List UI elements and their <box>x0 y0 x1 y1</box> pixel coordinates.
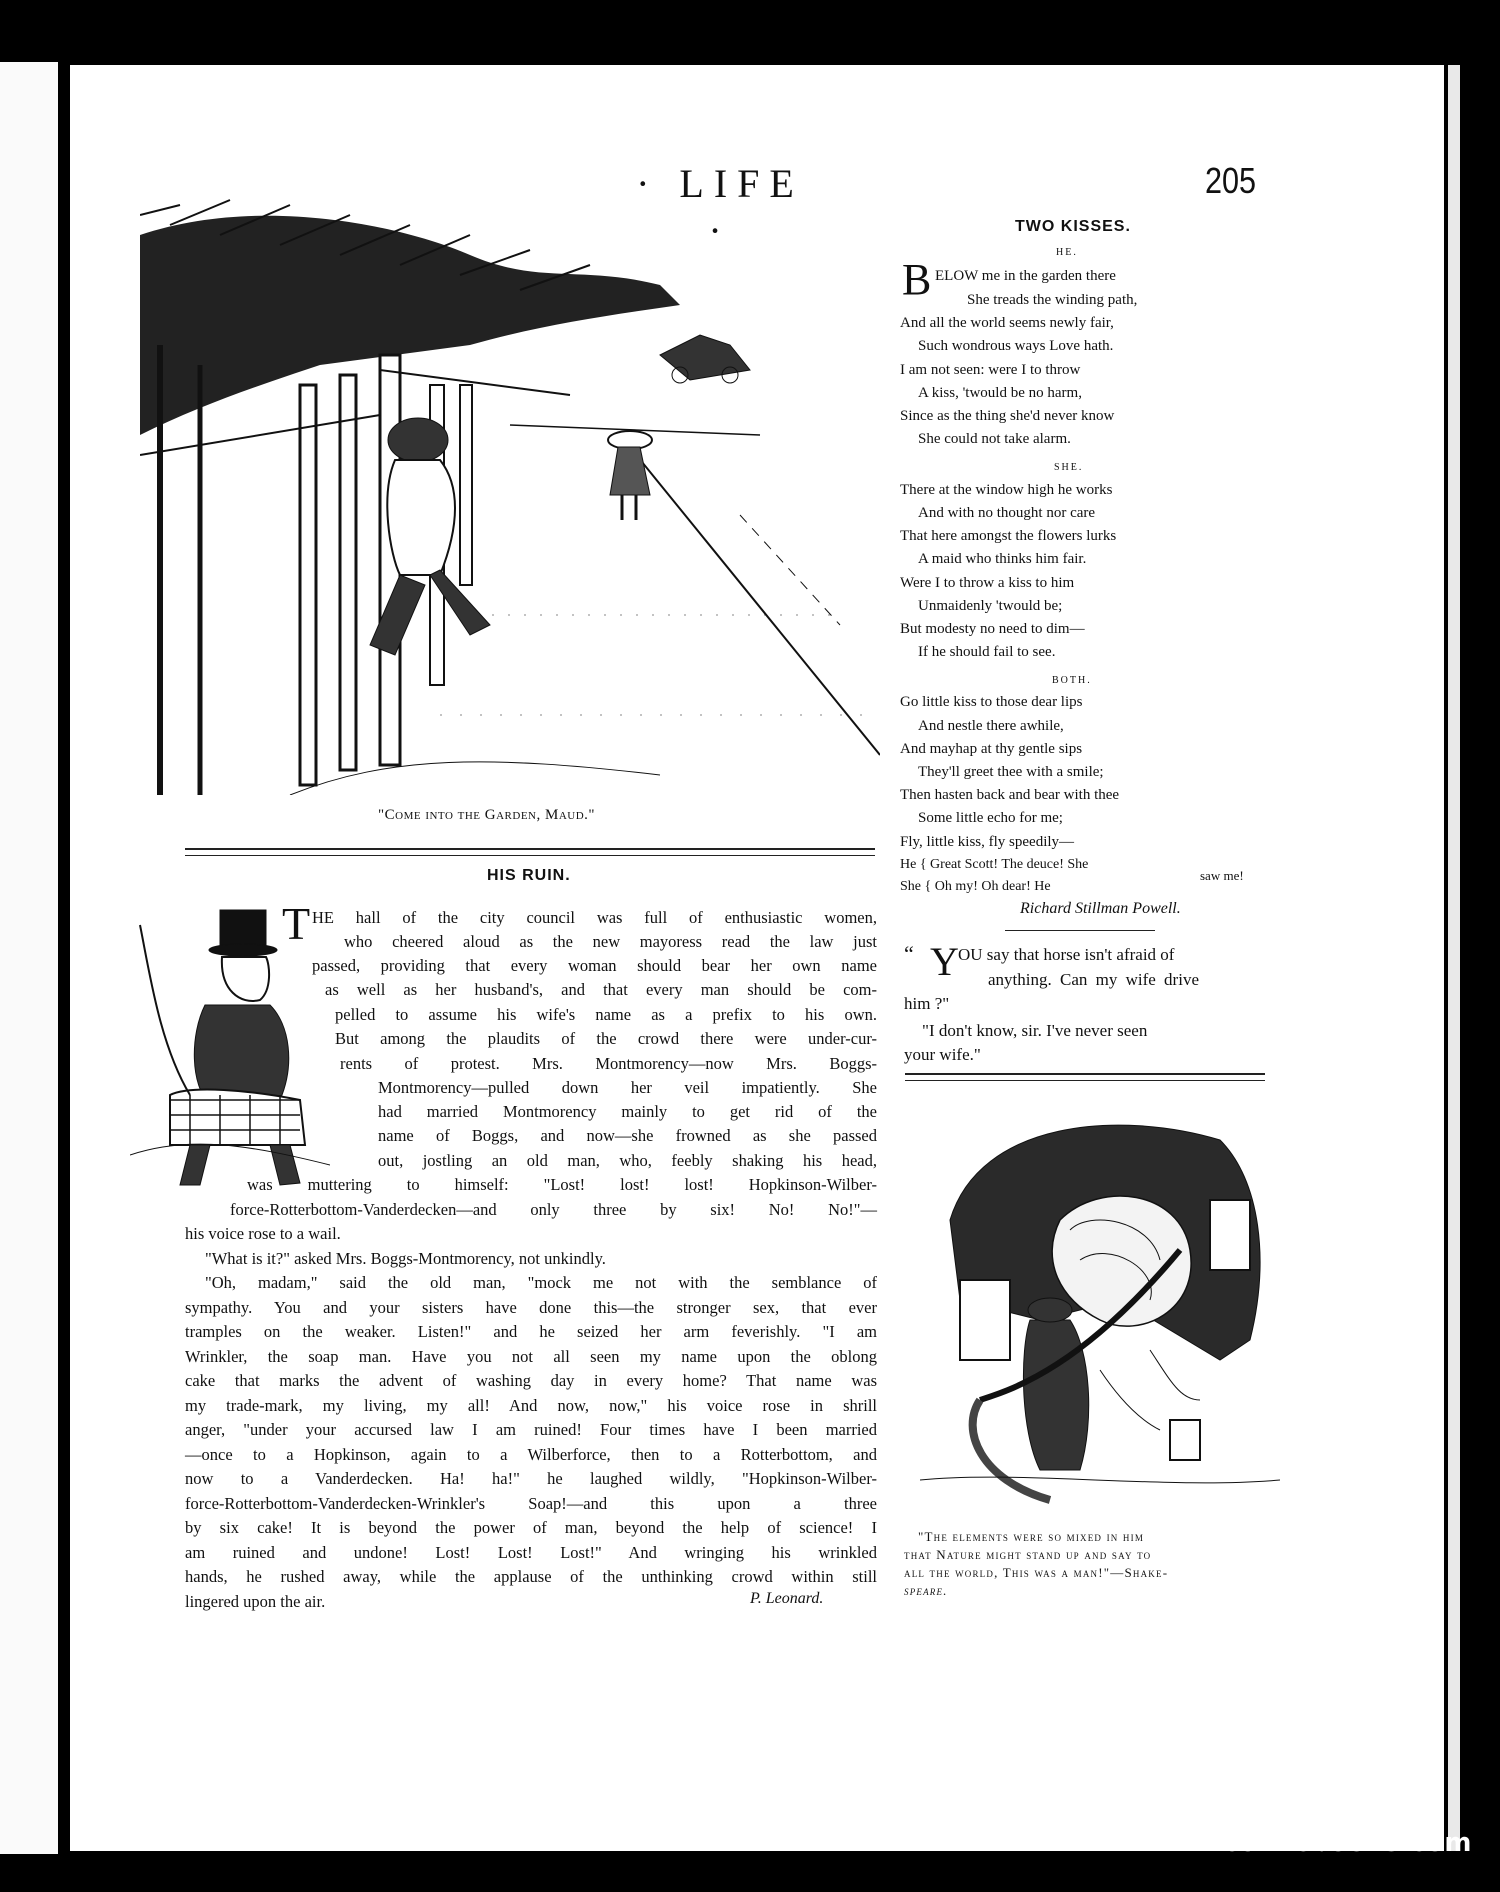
poem-line: I am not seen: were I to throw <box>900 362 1081 378</box>
story-line: my trade-mark, my living, my all! And now, now," his voice rose in shrill <box>185 1396 877 1415</box>
poem-line: Go little kiss to those dear lips <box>900 694 1083 710</box>
joke-divider <box>905 1073 1265 1075</box>
poem-line: And all the world seems newly fair, <box>900 315 1114 331</box>
watermark: comicbooks.com <box>1222 1828 1472 1858</box>
poem-line: Were I to throw a kiss to him <box>900 575 1075 591</box>
story-line: —once to a Hopkinson, again to a Wilberforce, then to a Rotterbottom, and <box>185 1445 877 1464</box>
story-author: P. Leonard. <box>750 1590 824 1607</box>
poem-line: A kiss, 'twould be no harm, <box>918 385 1082 401</box>
poem-final-she: She { Oh my! Oh dear! He <box>900 879 1051 894</box>
poem-final-end: saw me! <box>1200 868 1244 883</box>
poem-line: But modesty no need to dim— <box>900 621 1085 637</box>
story-line: out, jostling an old man, who, feebly shaking his head, <box>378 1151 877 1170</box>
story-line: Wrinkler, the soap man. Have you not all seen my name upon the oblong <box>185 1347 877 1366</box>
joke-line: "I don't know, sir. I've never seen <box>922 1021 1148 1040</box>
poem-part-he: HE. <box>1056 247 1078 258</box>
poem-line: Unmaidenly 'twould be; <box>918 598 1063 614</box>
poem-part-she: SHE. <box>1054 462 1084 473</box>
poem-author: Richard Stillman Powell. <box>1020 900 1181 917</box>
poem-line: Such wondrous ways Love hath. <box>918 338 1114 354</box>
page-number: 205 <box>1205 160 1257 201</box>
caption-line: speare. <box>904 1583 948 1598</box>
poem-line: Fly, little kiss, fly speedily— <box>900 834 1075 850</box>
poem-line: And with no thought nor care <box>918 505 1096 521</box>
poem-line: And nestle there awhile, <box>918 718 1064 734</box>
poem-line: They'll greet thee with a smile; <box>918 764 1104 780</box>
story-line: "What is it?" asked Mrs. Boggs-Montmorency, not unkindly. <box>205 1249 606 1268</box>
poem-line: Some little echo for me; <box>918 810 1063 826</box>
poem-line: ELOW me in the garden there <box>935 268 1116 284</box>
story-line: hands, he rushed away, while the applause of the unthinking crowd within still <box>185 1567 877 1586</box>
joke-line: him ?" <box>904 994 950 1013</box>
story-line: tramples on the weaker. Listen!" and he seized her arm feverishly. "I am <box>185 1322 877 1341</box>
poem-title: TWO KISSES. <box>1015 218 1131 235</box>
story-drop-cap: T <box>282 898 311 949</box>
story-line: passed, providing that every woman should bear her own name <box>312 956 877 975</box>
poem-final-he: He { Great Scott! The deuce! She <box>900 857 1089 872</box>
top-illustration-caption: "Come into the Garden, Maud." <box>378 807 596 823</box>
story-line: who cheered aloud as the new mayoress read the law just <box>344 932 877 951</box>
story-line: rents of protest. Mrs. Montmorency—now Mrs. Boggs- <box>340 1054 877 1073</box>
section-divider-left <box>185 848 875 850</box>
joke-divider-thin <box>905 1080 1265 1081</box>
joke-drop-cap: Y <box>930 939 959 984</box>
story-title: HIS RUIN. <box>487 867 571 884</box>
story-line: force-Rotterbottom-Vanderdecken—and only three by six! No! No!"— <box>230 1200 877 1219</box>
poem-line: She could not take alarm. <box>918 431 1071 447</box>
firefighter-illustration <box>920 1100 1280 1520</box>
caption-line: "The elements were so mixed in him <box>918 1529 1145 1544</box>
joke-line: OU say that horse isn't afraid of <box>958 945 1175 964</box>
poem-line: If he should fail to see. <box>918 644 1056 660</box>
poem-line: Since as the thing she'd never know <box>900 408 1115 424</box>
joke-line: your wife." <box>904 1045 981 1064</box>
story-line: by six cake! It is beyond the power of man, beyond the help of science! I <box>185 1518 877 1537</box>
story-line: lingered upon the air. <box>185 1592 326 1611</box>
poem-part-both: BOTH. <box>1052 675 1092 686</box>
masthead-title: · LIFE · <box>636 161 804 253</box>
story-line: anger, "under your accursed law I am ruined! Four times have I been married <box>185 1420 877 1439</box>
story-line: HE hall of the city council was full of enthusiastic women, <box>312 908 877 927</box>
poem-line: And mayhap at thy gentle sips <box>900 741 1083 757</box>
story-line: name of Boggs, and now—she frowned as she passed <box>378 1126 877 1145</box>
story-line: "Oh, madam," said the old man, "mock me not with the semblance of <box>205 1273 877 1292</box>
story-line: force-Rotterbottom-Vanderdecken-Wrinkler's Soap!—and this upon a three <box>185 1494 877 1513</box>
poem-line: There at the window high he works <box>900 482 1113 498</box>
story-line: pelled to assume his wife's name as a prefix to his own. <box>335 1005 877 1024</box>
joke-opening-quote: “ <box>904 941 914 966</box>
story-line: Montmorency—pulled down her veil impatiently. She <box>378 1078 877 1097</box>
story-line: was muttering to himself: "Lost! lost! lost! Hopkinson-Wilber- <box>247 1175 877 1194</box>
story-line: his voice rose to a wail. <box>185 1224 341 1243</box>
story-line: as well as her husband's, and that every man should be com- <box>325 980 877 999</box>
story-line: But among the plaudits of the crowd there were under-cur- <box>335 1029 877 1048</box>
previous-page-edge <box>0 62 58 1854</box>
poem-line: That here amongst the flowers lurks <box>900 528 1117 544</box>
poem-line: A maid who thinks him fair. <box>918 551 1087 567</box>
story-line: am ruined and undone! Lost! Lost! Lost!" And wringing his wrinkled <box>185 1543 877 1562</box>
story-line: cake that marks the advent of washing day in every home? That name was <box>185 1371 877 1390</box>
garden-illustration <box>140 195 880 795</box>
joke-line: anything. Can my wife drive <box>988 970 1199 989</box>
caption-line: all the world, This was a man!"—Shake- <box>904 1565 1169 1580</box>
story-line: sympathy. You and your sisters have done this—the stronger sex, that ever <box>185 1298 877 1317</box>
story-line: had married Montmorency mainly to get rid of the <box>378 1102 877 1121</box>
poem-joke-divider <box>1005 930 1155 931</box>
section-divider-left-thin <box>185 855 875 856</box>
poem-line: She treads the winding path, <box>967 292 1138 308</box>
story-line: now to a Vanderdecken. Ha! ha!" he laughed wildly, "Hopkinson-Wilber- <box>185 1469 877 1488</box>
poem-line: Then hasten back and bear with thee <box>900 787 1120 803</box>
caption-line: that Nature might stand up and say to <box>904 1547 1152 1562</box>
page-edge-shadow <box>1448 65 1460 1851</box>
poem-drop-cap: B <box>902 255 932 304</box>
